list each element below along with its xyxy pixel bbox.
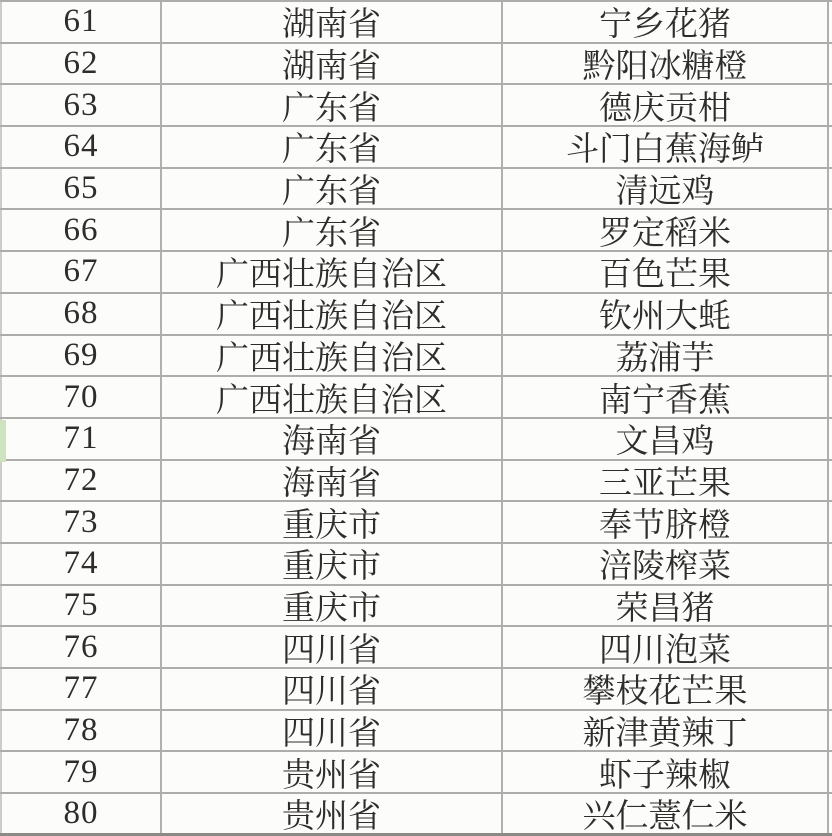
- cell-number[interactable]: 71: [0, 419, 162, 459]
- cell-province[interactable]: 广西壮族自治区: [162, 336, 503, 376]
- cell-province[interactable]: 四川省: [162, 669, 503, 709]
- cell-product[interactable]: 清远鸡: [503, 169, 829, 209]
- cell-province[interactable]: 广东省: [162, 127, 503, 167]
- table-row: [0, 544, 832, 586]
- cell-number[interactable]: 69: [0, 336, 162, 376]
- table-row: [0, 752, 832, 794]
- cell-province[interactable]: 海南省: [162, 419, 503, 459]
- row-71-selection-accent: [0, 420, 6, 462]
- cell-province[interactable]: 重庆市: [162, 586, 503, 626]
- table-row: [0, 336, 832, 378]
- table-row: [0, 169, 832, 211]
- cell-province[interactable]: 贵州省: [162, 752, 503, 792]
- table-row: [0, 377, 832, 419]
- cell-number[interactable]: 62: [0, 44, 162, 84]
- cell-province[interactable]: 广东省: [162, 210, 503, 250]
- cell-province[interactable]: 重庆市: [162, 502, 503, 542]
- cell-product[interactable]: 钦州大蚝: [503, 294, 829, 334]
- cell-product[interactable]: 奉节脐橙: [503, 502, 829, 542]
- table-row: [0, 294, 832, 336]
- cell-province[interactable]: 海南省: [162, 461, 503, 501]
- cell-number[interactable]: 74: [0, 544, 162, 584]
- cell-product[interactable]: 荔浦芋: [503, 336, 829, 376]
- cell-number[interactable]: 67: [0, 252, 162, 292]
- cell-province[interactable]: 广东省: [162, 85, 503, 125]
- cell-product[interactable]: 德庆贡柑: [503, 85, 829, 125]
- cell-number[interactable]: 68: [0, 294, 162, 334]
- table-row: [0, 2, 832, 44]
- cell-number[interactable]: 80: [0, 794, 162, 833]
- cell-number[interactable]: 76: [0, 627, 162, 667]
- table-row: [0, 794, 832, 836]
- cell-number[interactable]: 65: [0, 169, 162, 209]
- cell-number[interactable]: 64: [0, 127, 162, 167]
- cell-number[interactable]: 78: [0, 711, 162, 751]
- cell-product[interactable]: 兴仁薏仁米: [503, 794, 829, 833]
- table-row: [0, 210, 832, 252]
- table-row: [0, 44, 832, 86]
- cell-province[interactable]: 湖南省: [162, 44, 503, 84]
- cell-province[interactable]: 广西壮族自治区: [162, 252, 503, 292]
- cell-number[interactable]: 72: [0, 461, 162, 501]
- cell-number[interactable]: 77: [0, 669, 162, 709]
- cell-province[interactable]: 广西壮族自治区: [162, 294, 503, 334]
- cell-product[interactable]: 四川泡菜: [503, 627, 829, 667]
- cell-product[interactable]: 斗门白蕉海鲈: [503, 127, 829, 167]
- table-row: [0, 711, 832, 753]
- cell-number[interactable]: 73: [0, 502, 162, 542]
- table-row: [0, 419, 832, 461]
- table-row: [0, 127, 832, 169]
- cell-province[interactable]: 广西壮族自治区: [162, 377, 503, 417]
- table-row: [0, 627, 832, 669]
- cell-number[interactable]: 61: [0, 2, 162, 42]
- cell-product[interactable]: 南宁香蕉: [503, 377, 829, 417]
- cell-province[interactable]: 四川省: [162, 711, 503, 751]
- cell-number[interactable]: 79: [0, 752, 162, 792]
- table-row: [0, 85, 832, 127]
- table-row: [0, 586, 832, 628]
- cell-product[interactable]: 罗定稻米: [503, 210, 829, 250]
- cell-province[interactable]: 湖南省: [162, 2, 503, 42]
- cell-product[interactable]: 文昌鸡: [503, 419, 829, 459]
- cell-product[interactable]: 涪陵榨菜: [503, 544, 829, 584]
- cell-product[interactable]: 三亚芒果: [503, 461, 829, 501]
- cell-province[interactable]: 广东省: [162, 169, 503, 209]
- cell-product[interactable]: 攀枝花芒果: [503, 669, 829, 709]
- table-row: [0, 502, 832, 544]
- cell-number[interactable]: 75: [0, 586, 162, 626]
- table-row: [0, 252, 832, 294]
- cell-number[interactable]: 63: [0, 85, 162, 125]
- cell-product[interactable]: 新津黄辣丁: [503, 711, 829, 751]
- cell-number[interactable]: 70: [0, 377, 162, 417]
- cell-number[interactable]: 66: [0, 210, 162, 250]
- table-row: [0, 461, 832, 503]
- cell-product[interactable]: 百色芒果: [503, 252, 829, 292]
- cell-product[interactable]: 荣昌猪: [503, 586, 829, 626]
- cell-province[interactable]: 四川省: [162, 627, 503, 667]
- cell-product[interactable]: 黔阳冰糖橙: [503, 44, 829, 84]
- cell-province[interactable]: 贵州省: [162, 794, 503, 833]
- cell-product[interactable]: 宁乡花猪: [503, 2, 829, 42]
- cell-province[interactable]: 重庆市: [162, 544, 503, 584]
- cell-product[interactable]: 虾子辣椒: [503, 752, 829, 792]
- table-row: [0, 669, 832, 711]
